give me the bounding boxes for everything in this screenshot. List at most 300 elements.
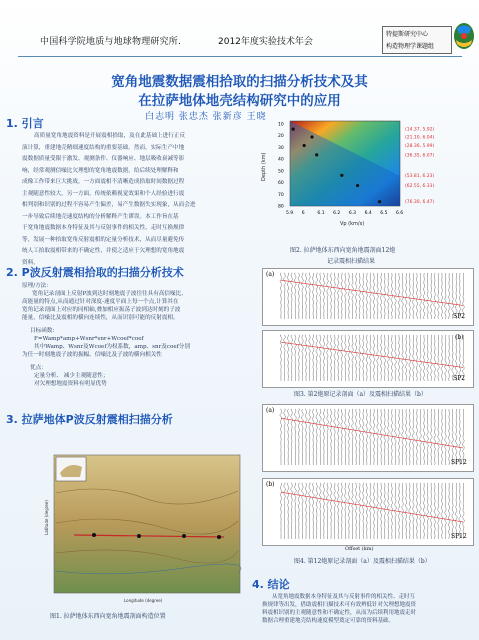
section4-line: 换规律等出发，借助震相扫描技术可有效辨低针对欠理想地震资 bbox=[262, 602, 417, 608]
seismic-trace bbox=[305, 335, 307, 381]
seismic-trace bbox=[373, 409, 375, 465]
section1-line: 相判别和识别的过程不容易产生偏差，易产生数据失实现象，从而会进 bbox=[22, 202, 196, 208]
seismic-trace bbox=[341, 483, 343, 539]
seismic-trace bbox=[320, 273, 322, 319]
seismic-trace bbox=[302, 409, 304, 465]
seismic-trace bbox=[337, 273, 339, 319]
phase-pick-line bbox=[281, 492, 463, 522]
map-x-axis-label: Longitude (degree) bbox=[124, 598, 163, 603]
fig4-x-axis-label: Offset (km) bbox=[345, 546, 374, 552]
seismic-trace bbox=[280, 483, 282, 539]
fig3-seismogram-b bbox=[263, 331, 473, 387]
seismic-trace bbox=[301, 483, 303, 539]
seismic-trace bbox=[309, 483, 311, 539]
seismic-trace bbox=[291, 335, 293, 381]
section1-line: 响，经常观测信噪比欠理想的宽角地震数据，给后续处理解释和 bbox=[22, 167, 179, 174]
seismic-trace bbox=[430, 335, 432, 381]
seismic-trace bbox=[409, 409, 411, 465]
principle-line: 宽角记录剖面上对应的同相轴,叠加相应振荡子波到达时刻的子波 bbox=[22, 307, 181, 313]
fig2-y-tick: 80 bbox=[278, 204, 284, 210]
seismic-trace bbox=[412, 335, 414, 381]
institute-name: 中国科学院地质与地球物理研究所. bbox=[40, 37, 182, 47]
seismic-trace bbox=[287, 409, 289, 465]
seismic-trace bbox=[330, 273, 332, 319]
seismic-trace bbox=[391, 483, 393, 539]
seismic-trace bbox=[402, 483, 404, 539]
seismic-trace bbox=[345, 335, 347, 381]
seismic-trace bbox=[448, 335, 450, 381]
seismic-trace bbox=[326, 409, 328, 465]
seismic-trace bbox=[373, 335, 375, 381]
section4-heading: 4. 结论 bbox=[252, 578, 290, 591]
seismic-trace bbox=[337, 483, 339, 539]
fig2-x-axis-label: Vp (km/s) bbox=[340, 221, 365, 227]
fig3-seismogram-a bbox=[263, 269, 473, 325]
fig2-x-tick: 6.3 bbox=[348, 211, 357, 216]
seismic-trace bbox=[445, 483, 447, 539]
fig2-pick-label: (14.37, 5.92) bbox=[405, 127, 435, 133]
seismic-trace bbox=[434, 409, 436, 465]
seismic-trace bbox=[298, 483, 300, 539]
fig2-y-tick: 40 bbox=[278, 157, 284, 163]
fig2-pick-label: (53.81, 6.23) bbox=[405, 173, 435, 179]
seismic-trace bbox=[423, 335, 425, 381]
section1-line: 主观随意性较大，另一方面，传统依赖视觉效果和个人经验进行震 bbox=[22, 190, 185, 197]
seismic-trace bbox=[366, 273, 368, 319]
seismic-trace bbox=[298, 335, 300, 381]
seismic-trace bbox=[373, 483, 375, 539]
fig2-y-tick: 70 bbox=[278, 192, 284, 198]
seismic-trace bbox=[280, 335, 282, 381]
seismic-trace bbox=[280, 409, 282, 465]
formula-line: 其中Wamp、Wsnr及Wcoef为权系数，amp、snr及coef分别 bbox=[34, 344, 190, 350]
section4-text bbox=[262, 593, 474, 625]
seismic-trace bbox=[326, 273, 328, 319]
seismic-trace bbox=[409, 483, 411, 539]
seismic-trace bbox=[380, 273, 382, 319]
seismic-trace bbox=[370, 335, 372, 381]
seismic-trace bbox=[327, 335, 329, 381]
seismic-trace bbox=[377, 335, 379, 381]
seismic-trace bbox=[351, 483, 353, 539]
seismic-trace bbox=[455, 483, 457, 539]
seismic-trace bbox=[427, 273, 429, 319]
seismic-trace bbox=[405, 273, 407, 319]
seismic-trace bbox=[427, 335, 429, 381]
fig2-pick-label: (21.10, 6.04) bbox=[405, 135, 435, 141]
seismic-trace bbox=[316, 409, 318, 465]
seismic-trace bbox=[355, 335, 357, 381]
seismic-trace bbox=[334, 335, 336, 381]
seismic-trace bbox=[291, 409, 293, 465]
seismic-trace bbox=[366, 483, 368, 539]
seismic-trace bbox=[391, 335, 393, 381]
seismic-trace bbox=[380, 335, 382, 381]
seismic-trace bbox=[294, 273, 296, 319]
fig2-x-tick: 5.9 bbox=[286, 211, 294, 216]
seismic-trace bbox=[420, 335, 422, 381]
section1-line: 高质量宽角地震资料是开展震相拾取，及在此基础上进行正反 bbox=[34, 133, 186, 139]
seismic-trace bbox=[284, 409, 286, 465]
seismic-trace bbox=[430, 409, 432, 465]
seismic-trace bbox=[348, 409, 350, 465]
seismic-trace bbox=[348, 273, 350, 319]
fig4-label-b: (b) bbox=[266, 481, 275, 488]
seismic-trace bbox=[334, 409, 336, 465]
section1-heading: 1. 引言 bbox=[6, 117, 44, 130]
seismic-trace bbox=[366, 409, 368, 465]
section1-text bbox=[22, 131, 250, 269]
fig3-panel-b bbox=[262, 330, 474, 388]
section1-line: 统人工拾取震相带来的不确定性，并使之适应于欠理想的宽角地震 bbox=[22, 248, 185, 254]
seismic-trace bbox=[377, 409, 379, 465]
seismic-trace bbox=[416, 483, 418, 539]
seismic-trace bbox=[355, 483, 357, 539]
seismic-trace bbox=[387, 335, 389, 381]
seismic-trace bbox=[312, 335, 314, 381]
fig2-x-tick: 6.1 bbox=[317, 211, 325, 216]
seismic-trace bbox=[409, 273, 411, 319]
seismic-trace bbox=[348, 483, 350, 539]
principle-label: 原理/方法： bbox=[22, 283, 52, 289]
seismic-trace bbox=[319, 335, 321, 381]
seismic-trace bbox=[344, 409, 346, 465]
seismic-trace bbox=[316, 335, 318, 381]
seismic-trace bbox=[284, 335, 286, 381]
section1-line: 一步导致后续地壳速度结构的分析解释产生谬误。本工作旨在基 bbox=[22, 213, 179, 220]
poster-title-line2: 在拉萨地体地壳结构研究中的应用 bbox=[138, 93, 341, 109]
seismic-trace bbox=[405, 409, 407, 465]
seismic-trace bbox=[423, 483, 425, 539]
seismic-trace bbox=[316, 483, 318, 539]
fig4-seismogram-b bbox=[263, 479, 473, 545]
seismic-trace bbox=[352, 409, 354, 465]
seismic-trace bbox=[387, 409, 389, 465]
fig2-pick-point bbox=[315, 153, 318, 156]
seismic-trace bbox=[416, 335, 418, 381]
group-name: 构造物理学课题组 bbox=[386, 43, 435, 50]
section4-line: 料震相识别的主观随意性和不确定性，从而为后续利用地震走时 bbox=[262, 610, 417, 616]
objective-formula: F=Wamp*amp+Wsnr*snr+Wcoef*coef bbox=[34, 336, 144, 342]
fig4-seismogram-a bbox=[263, 405, 473, 471]
fig2-caption-line1: 图2. 拉萨地体东西向宽角地震剖面12炮 bbox=[290, 247, 396, 254]
seismic-trace bbox=[330, 483, 332, 539]
seismic-trace bbox=[444, 335, 446, 381]
advantage-item: 对欠理想地震资料有明显优势 bbox=[34, 381, 107, 387]
fig2-pick-point bbox=[310, 135, 313, 138]
seismic-trace bbox=[305, 483, 307, 539]
fig2-x-tick: 6.5 bbox=[380, 211, 388, 216]
seismic-trace bbox=[369, 409, 371, 465]
seismic-trace bbox=[302, 273, 304, 319]
fig3-label-a: (a) bbox=[266, 271, 275, 278]
seismic-trace bbox=[355, 409, 357, 465]
seismic-trace bbox=[294, 483, 296, 539]
seismic-trace bbox=[384, 483, 386, 539]
seismic-trace bbox=[366, 335, 368, 381]
fig4-tag-b: SP12 bbox=[451, 533, 467, 540]
fig4-caption: 图4. 第12炮原记录剖面（a）及震相扫描结果（b） bbox=[294, 558, 431, 565]
fig4-panel-a bbox=[262, 404, 474, 472]
seismic-trace bbox=[287, 273, 289, 319]
seismic-trace bbox=[398, 483, 400, 539]
seismic-trace bbox=[448, 273, 450, 319]
globe-logo-icon bbox=[452, 20, 476, 54]
objective-label: 目标函数: bbox=[30, 328, 55, 334]
fig2-pick-point bbox=[303, 144, 306, 147]
fig2-x-tick: 6.2 bbox=[333, 211, 341, 216]
section1-line: 资料。 bbox=[22, 259, 39, 266]
seismic-trace bbox=[355, 273, 357, 319]
seismic-trace bbox=[284, 483, 286, 539]
seismic-trace bbox=[337, 409, 339, 465]
seismic-trace bbox=[405, 483, 407, 539]
seismic-trace bbox=[452, 483, 454, 539]
seismic-trace bbox=[308, 409, 310, 465]
fig2-y-tick: 30 bbox=[278, 145, 284, 151]
seismic-trace bbox=[351, 335, 353, 381]
seismic-trace bbox=[344, 273, 346, 319]
fig4-label-a: (a) bbox=[266, 407, 275, 414]
seismic-trace bbox=[391, 273, 393, 319]
fig2-y-tick: 20 bbox=[278, 134, 284, 140]
seismic-trace bbox=[409, 335, 411, 381]
fig4-tag-a: SP12 bbox=[451, 459, 467, 466]
seismic-trace bbox=[402, 335, 404, 381]
seismic-trace bbox=[362, 273, 364, 319]
seismic-trace bbox=[294, 335, 296, 381]
seismic-trace bbox=[430, 483, 432, 539]
seismic-trace bbox=[348, 335, 350, 381]
seismic-trace bbox=[291, 273, 293, 319]
seismic-trace bbox=[384, 335, 386, 381]
seismic-trace bbox=[441, 483, 443, 539]
fig2-scan-plot bbox=[260, 116, 475, 228]
fig4-panel-b bbox=[262, 478, 474, 546]
seismic-trace bbox=[334, 273, 336, 319]
seismic-trace bbox=[402, 273, 404, 319]
seismic-trace bbox=[405, 335, 407, 381]
seismic-trace bbox=[323, 483, 325, 539]
seismic-trace bbox=[341, 273, 343, 319]
seismic-trace bbox=[402, 409, 404, 465]
seismic-trace bbox=[452, 409, 454, 465]
seismic-trace bbox=[416, 409, 418, 465]
seismic-trace bbox=[341, 409, 343, 465]
seismic-trace bbox=[412, 483, 414, 539]
seismic-trace bbox=[387, 273, 389, 319]
seismic-trace bbox=[462, 409, 464, 465]
seismic-trace bbox=[384, 273, 386, 319]
section4-line: 数据合理重建地壳结构速度模型奠定可靠的资料基础。 bbox=[262, 618, 395, 624]
seismic-trace bbox=[298, 273, 300, 319]
fig3-caption: 图3. 第2炮原记录剖面（a）及震相扫描结果（b） bbox=[294, 391, 427, 398]
phase-pick-line bbox=[281, 280, 463, 305]
seismic-trace bbox=[420, 483, 422, 539]
section3-heading: 3. 拉萨地体P波反射震相扫描分析 bbox=[6, 413, 173, 426]
seismic-trace bbox=[441, 335, 443, 381]
seismic-trace bbox=[359, 409, 361, 465]
seismic-trace bbox=[459, 483, 461, 539]
fig2-y-tick: 60 bbox=[278, 181, 284, 187]
fig3-panel-a bbox=[262, 268, 474, 326]
seismic-trace bbox=[380, 483, 382, 539]
seismic-trace bbox=[423, 409, 425, 465]
principle-line: 宽角记录剖面上反射P波到达时刻地震子波往往具有高信噪比、 bbox=[32, 291, 187, 297]
seismic-trace bbox=[330, 335, 332, 381]
seismic-trace bbox=[384, 409, 386, 465]
section1-line: 等，发展一种拾取宽角反射震相的定量分析技术，从而尽量避免传 bbox=[22, 236, 185, 243]
seismic-trace bbox=[323, 335, 325, 381]
seismic-trace bbox=[373, 273, 375, 319]
seismic-trace bbox=[427, 409, 429, 465]
tectonic-map bbox=[44, 453, 244, 608]
seismic-trace bbox=[323, 409, 325, 465]
seismic-trace bbox=[391, 409, 393, 465]
seismic-trace bbox=[380, 409, 382, 465]
seismic-trace bbox=[305, 273, 307, 319]
map-y-axis-label: Latitude (degree) bbox=[44, 500, 49, 535]
formula-line: 为任一时刻地震子波的振幅、信噪比及子波的横向相关性 bbox=[22, 352, 162, 358]
section4-line: 从宽角地震数据本身特征及其与反射事件的相关性、走时互 bbox=[272, 594, 416, 600]
section1-line: 演计算，重建地壳精细速度结构的重要基础。然而，实际生产中地 bbox=[22, 144, 185, 151]
seismic-trace bbox=[330, 409, 332, 465]
principle-line: 能量，信噪比及震相的横向连续性，从而识别可能的反射震相。 bbox=[22, 315, 179, 321]
seismic-trace bbox=[377, 483, 379, 539]
section2-heading: 2. P波反射震相拾取的扫描分析技术 bbox=[6, 266, 184, 279]
seismic-trace bbox=[398, 273, 400, 319]
seismic-trace bbox=[319, 483, 321, 539]
fig2-y-tick: 50 bbox=[278, 169, 284, 175]
seismic-trace bbox=[287, 483, 289, 539]
seismic-trace bbox=[437, 409, 439, 465]
fig2-caption-line2: 记录震相扫描结果 bbox=[327, 258, 376, 265]
seismic-trace bbox=[455, 409, 457, 465]
phase-pick-line bbox=[281, 342, 463, 367]
seismic-trace bbox=[369, 483, 371, 539]
seismic-trace bbox=[423, 273, 425, 319]
seismic-trace bbox=[398, 409, 400, 465]
seismic-trace bbox=[434, 335, 436, 381]
seismic-trace bbox=[362, 483, 364, 539]
seismic-trace bbox=[459, 409, 461, 465]
seismic-trace bbox=[344, 483, 346, 539]
center-name: 特提斯研究中心 bbox=[386, 31, 429, 38]
seismic-trace bbox=[445, 273, 447, 319]
seismic-trace bbox=[305, 409, 307, 465]
seismic-trace bbox=[369, 273, 371, 319]
seismic-trace bbox=[413, 273, 415, 319]
seismic-trace bbox=[437, 335, 439, 381]
seismic-trace bbox=[312, 409, 314, 465]
seismic-trace bbox=[437, 483, 439, 539]
seismic-trace bbox=[283, 273, 285, 319]
phase-pick-line bbox=[281, 418, 463, 448]
fig3-label-b: (b) bbox=[455, 334, 464, 341]
seismic-trace bbox=[413, 409, 415, 465]
fig2-pick-point bbox=[292, 128, 295, 131]
seismic-trace bbox=[427, 483, 429, 539]
principle-line: 高能量的特点,从而通过针对深度-速度平面上每一个点,计算其在 bbox=[22, 299, 179, 305]
fig2-pick-label: (76.30, 6.47) bbox=[405, 200, 435, 206]
author-list: 白志明 张忠杰 张新彦 王晓 bbox=[145, 112, 267, 122]
seismic-trace bbox=[388, 483, 390, 539]
seismic-trace bbox=[352, 273, 354, 319]
fig2-x-tick: 6 bbox=[301, 211, 305, 216]
seismic-trace bbox=[430, 273, 432, 319]
seismic-trace bbox=[359, 483, 361, 539]
seismic-trace bbox=[441, 273, 443, 319]
seismic-trace bbox=[316, 273, 318, 319]
seismic-trace bbox=[320, 409, 322, 465]
seismic-trace bbox=[441, 409, 443, 465]
seismic-trace bbox=[327, 483, 329, 539]
seismic-trace bbox=[309, 273, 311, 319]
seismic-trace bbox=[337, 335, 339, 381]
seismic-trace bbox=[298, 409, 300, 465]
seismic-trace bbox=[280, 273, 282, 319]
seismic-trace bbox=[309, 335, 311, 381]
fig2-pick-point bbox=[356, 184, 359, 187]
seismic-trace bbox=[437, 273, 439, 319]
fig2-pick-label: (28.36, 5.99) bbox=[405, 144, 435, 150]
fig2-y-tick: 10 bbox=[278, 122, 284, 128]
seismic-trace bbox=[312, 273, 314, 319]
fig2-pick-label: (62.55, 6.33) bbox=[405, 184, 435, 190]
section1-line: 成像工作带来巨大挑战。一方面震相不清晰造成拾取时间数据过程 bbox=[22, 179, 185, 185]
fig2-y-axis-label: Depth (km) bbox=[261, 152, 267, 181]
seismic-trace bbox=[416, 273, 418, 319]
seismic-trace bbox=[448, 483, 450, 539]
fig2-pick-point bbox=[340, 174, 343, 177]
fig1-caption: 图1. 拉萨地体东西向宽角地震剖面构造位置 bbox=[50, 613, 166, 620]
seismic-trace bbox=[448, 409, 450, 465]
seismic-trace bbox=[434, 483, 436, 539]
seismic-trace bbox=[301, 335, 303, 381]
section1-line: 震数据质量受限于激发、观测条件、仪器响应、地层吸收衰减等影 bbox=[22, 156, 185, 162]
seismic-trace bbox=[398, 335, 400, 381]
seismic-trace bbox=[359, 273, 361, 319]
seismic-trace bbox=[462, 483, 464, 539]
header-rule bbox=[18, 56, 462, 57]
seismic-trace bbox=[445, 409, 447, 465]
seismic-trace bbox=[420, 273, 422, 319]
conference-name: 2012年度实验技术年会 bbox=[218, 37, 313, 47]
poster-title-line1: 宽角地震数据震相拾取的扫描分析技术及其 bbox=[111, 74, 368, 90]
advantage-item: 定量分析、 减少主观随意性； bbox=[34, 373, 109, 379]
seismic-trace bbox=[362, 335, 364, 381]
fig2-x-tick: 6.4 bbox=[364, 211, 372, 216]
section1-line: 于宽角地震数据本身特征及其与反射事件的相关性，走时互换规律 bbox=[22, 225, 185, 231]
fig2-pick-label: (36.35, 6.07) bbox=[405, 153, 435, 159]
seismic-trace bbox=[323, 273, 325, 319]
seismic-trace bbox=[434, 273, 436, 319]
seismic-trace bbox=[419, 409, 421, 465]
seismic-trace bbox=[362, 409, 364, 465]
seismic-trace bbox=[291, 483, 293, 539]
seismic-trace bbox=[377, 273, 379, 319]
section2-text bbox=[22, 282, 252, 388]
seismic-trace bbox=[294, 409, 296, 465]
seismic-trace bbox=[341, 335, 343, 381]
fig3-tag-b: SP2 bbox=[453, 375, 465, 382]
seismic-trace bbox=[334, 483, 336, 539]
advantage-label: 优点： bbox=[30, 365, 47, 371]
fig3-tag-a: SP2 bbox=[453, 313, 465, 320]
seismic-trace bbox=[287, 335, 289, 381]
seismic-trace bbox=[359, 335, 361, 381]
research-center-box bbox=[382, 26, 452, 54]
